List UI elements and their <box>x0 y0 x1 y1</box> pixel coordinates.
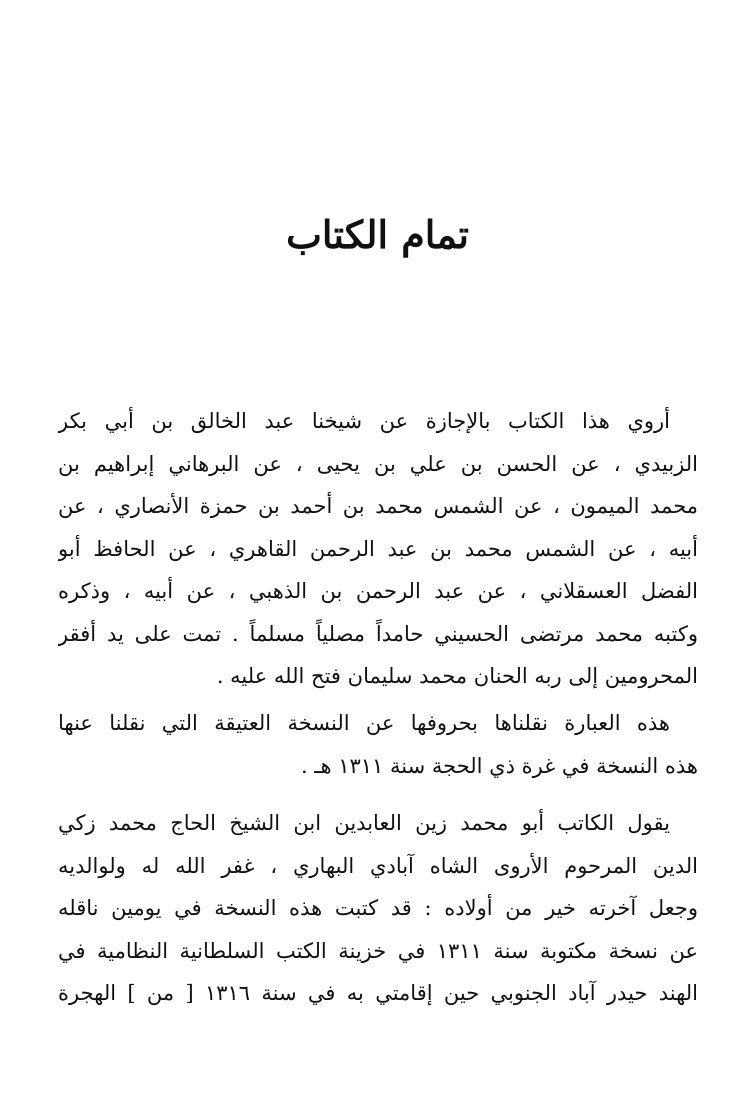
text-line: الزبيدي ، عن الحسن بن علي بن يحيى ، عن البرهاني إبراهيم بن <box>58 451 698 476</box>
text-line: الفضل العسقلاني ، عن عبد الرحمن بن الذهبي ، عن أبيه ، وذكره <box>58 579 698 603</box>
text-line: أروي هذا الكتاب بالإجازة عن شيخنا عبد الخالق بن أبي بكر <box>58 409 670 433</box>
text-line: يقول الكاتب أبو محمد زين العابدين ابن الشيخ الحاج محمد زكي <box>58 811 670 835</box>
text-line: وجعل آخرته خير من أولاده : قد كتبت هذه النسخة في يومين ناقله <box>58 896 698 920</box>
paragraph-source-note <box>58 702 698 787</box>
text-line: محمد الميمون ، عن الشمس محمد بن أحمد بن حمزة الأنصاري ، عن <box>58 494 698 518</box>
text-line: الهند حيدر آباد الجنوبي حين إقامتي به في سنة ١٣١٦ [ من ] الهجرة <box>58 981 698 1005</box>
text-line: عن نسخة مكتوبة سنة ١٣١١ في خزينة الكتب السلطانية النظامية في <box>58 938 698 963</box>
text-line: الدين المرحوم الأروى الشاه آبادي البهاري ، غفر الله له ولوالديه <box>58 853 698 878</box>
text-line: أبيه ، عن الشمس محمد بن عبد الرحمن القاهري ، عن الحافظ أبو <box>58 536 698 561</box>
text-line: هذه العبارة نقلناها بحروفها عن النسخة العتيقة التي نقلنا عنها <box>58 711 670 735</box>
text-line: المحرومين إلى ربه الحنان محمد سليمان فتح الله عليه . <box>216 664 698 688</box>
page-title: تمام الكتاب <box>286 212 469 257</box>
paragraph-scribe-note <box>58 802 698 1015</box>
paragraph-ijaza <box>58 400 698 698</box>
text-line: وكتبه محمد مرتضى الحسيني حامداً مصلياً مسلماً . تمت على يد أفقر <box>58 621 698 646</box>
text-line: هذه النسخة في غرة ذي الحجة سنة ١٣١١ هـ . <box>300 753 698 778</box>
